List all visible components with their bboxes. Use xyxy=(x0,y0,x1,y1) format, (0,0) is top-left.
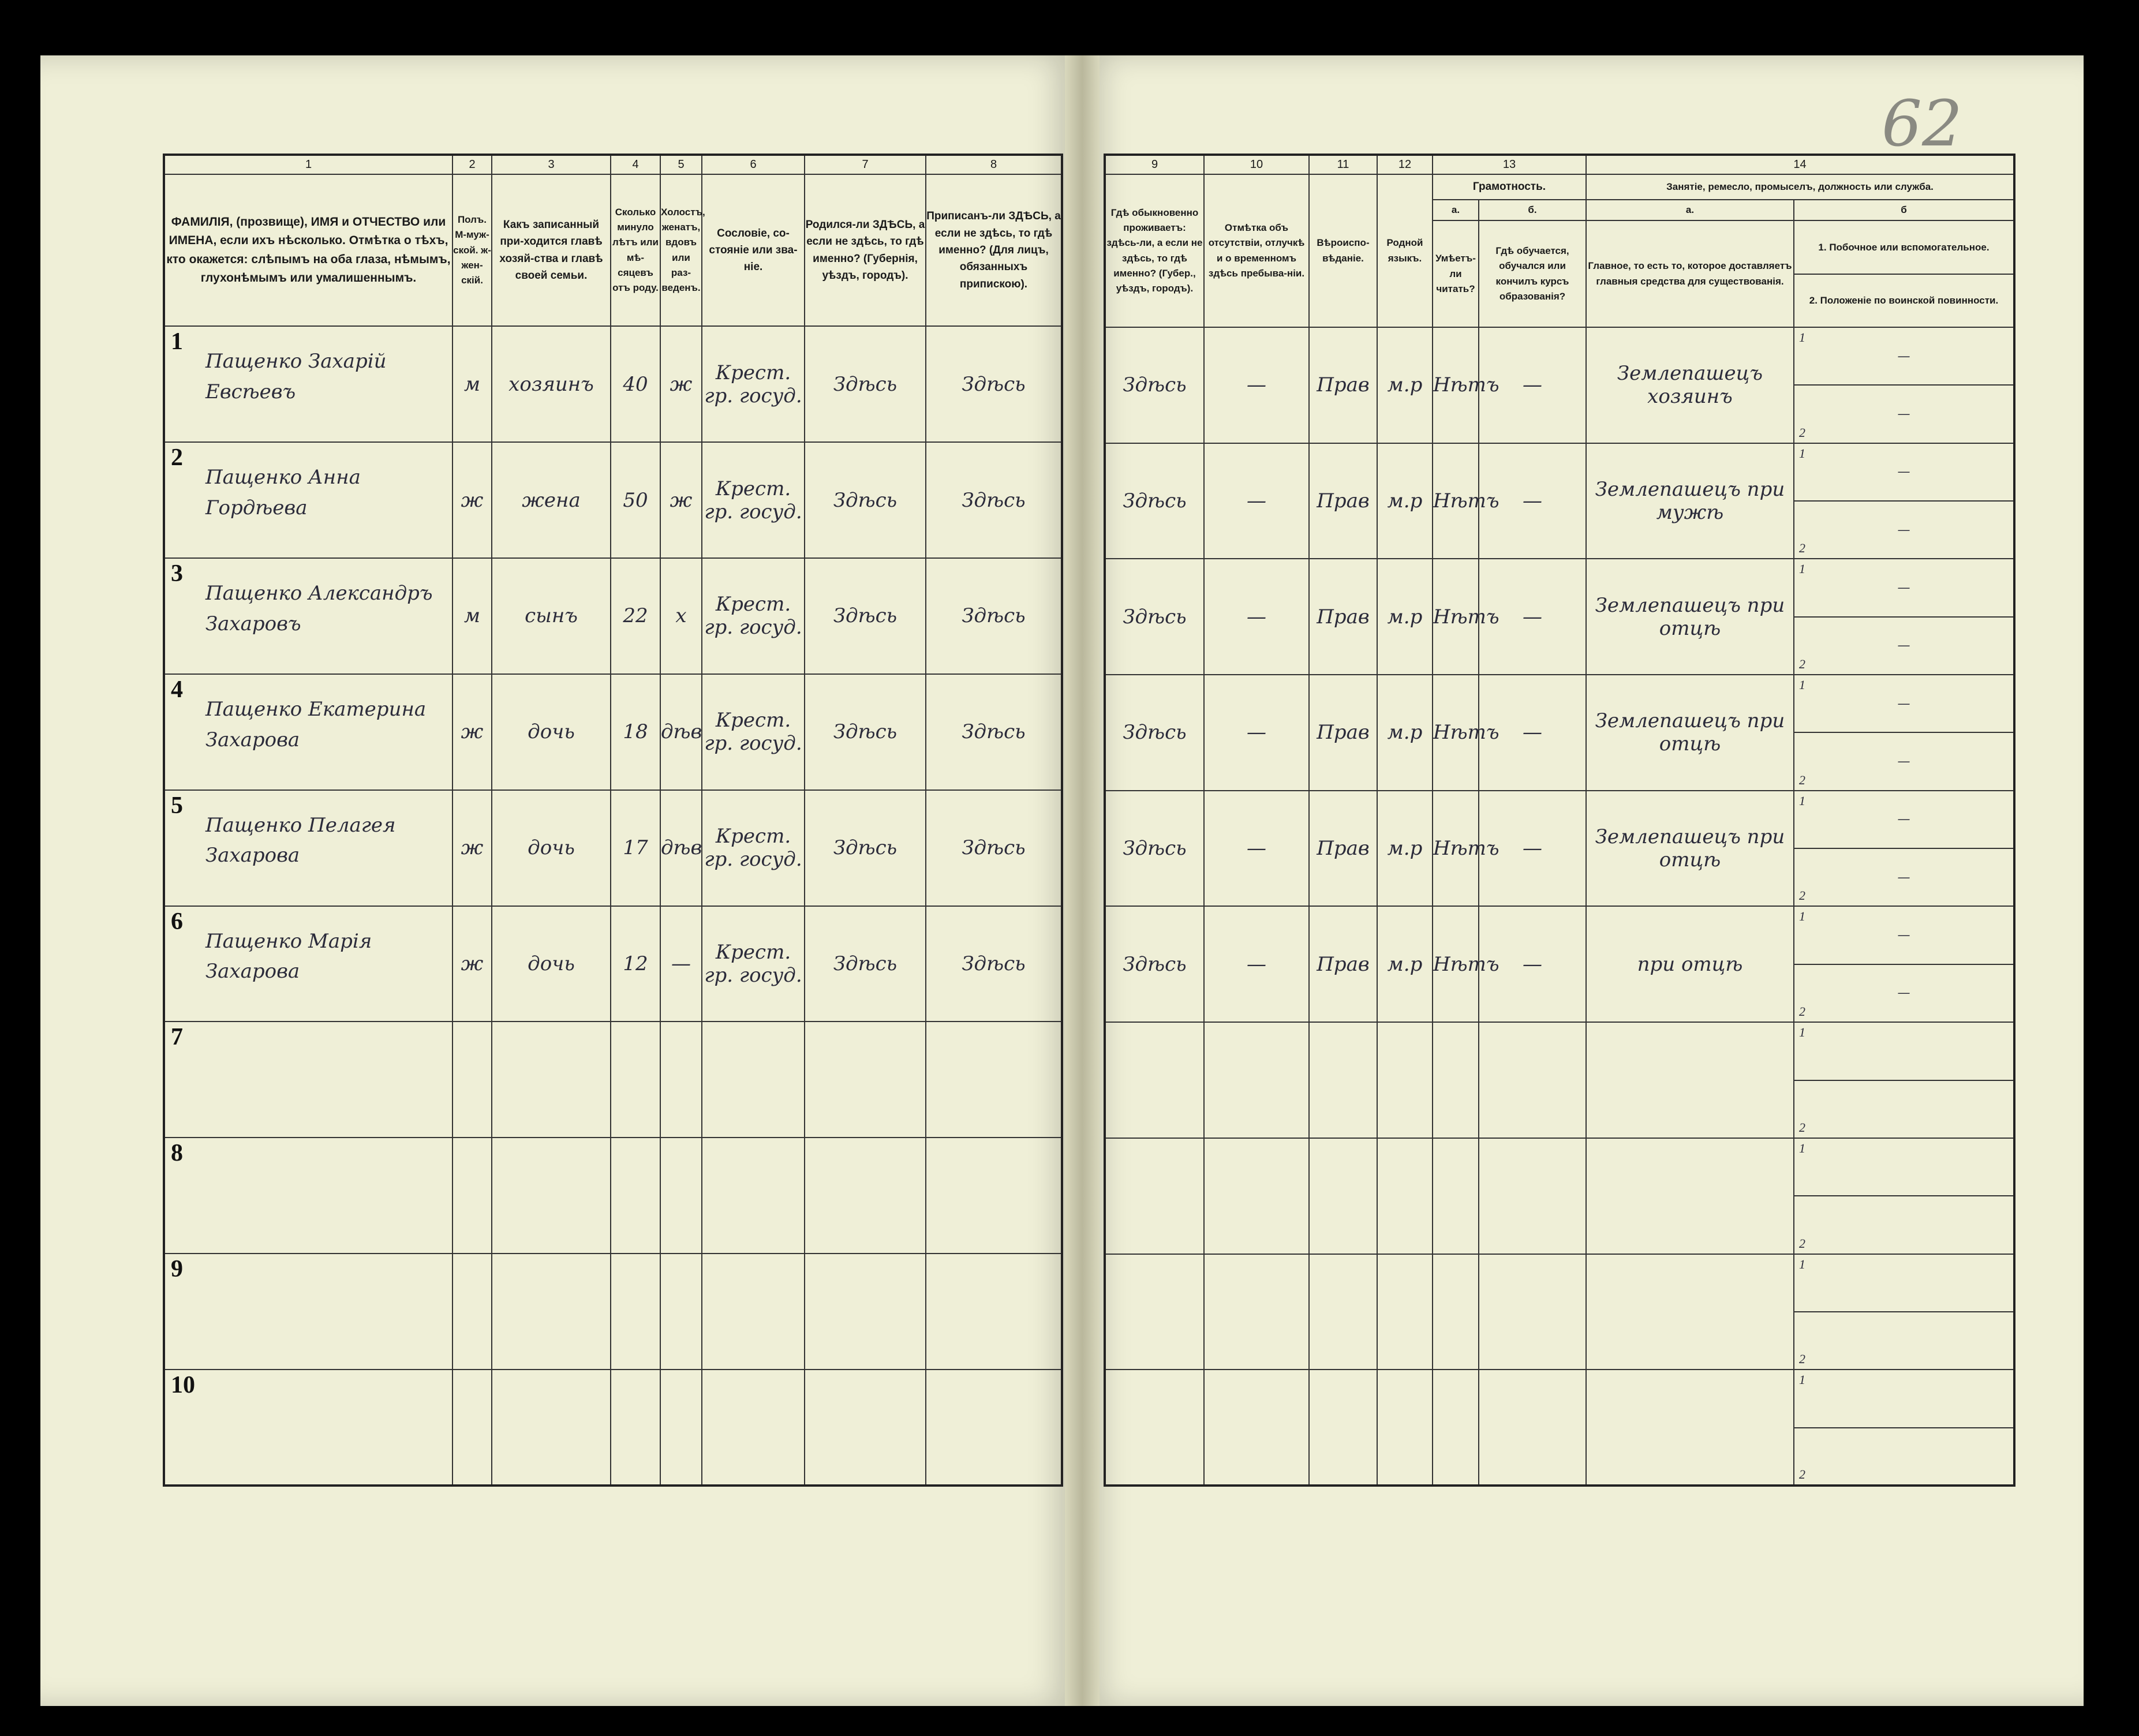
cell-marital: ж xyxy=(660,442,702,558)
cell-born: Здѣсь xyxy=(805,790,926,906)
name-cell xyxy=(164,558,453,674)
cell-education xyxy=(1479,1254,1586,1370)
cell-age: 18 xyxy=(611,674,660,790)
cell-marital: х xyxy=(660,558,702,674)
cell-occupation xyxy=(1586,1022,1794,1138)
cell-resides: Здѣсь xyxy=(1105,443,1204,559)
cell-absence: — xyxy=(1204,559,1309,675)
cell-sex xyxy=(453,1370,492,1486)
name-line-2: Захарова xyxy=(205,844,300,867)
cell-religion xyxy=(1309,1370,1377,1486)
cell-registered xyxy=(926,1254,1062,1370)
military-value: — xyxy=(1897,754,1910,769)
cell-marital xyxy=(660,1370,702,1486)
subrow-label: 2 xyxy=(1799,657,1805,672)
cell-resides: Здѣсь xyxy=(1105,675,1204,791)
name-cell xyxy=(164,790,453,906)
cell-born: Здѣсь xyxy=(805,558,926,674)
name-line-1: Пащенко Анна xyxy=(205,466,361,489)
cell-estate xyxy=(702,1138,805,1254)
cell-age: 12 xyxy=(611,906,660,1022)
table-row xyxy=(1105,559,2014,616)
person-name xyxy=(205,926,372,987)
cell-education: — xyxy=(1479,906,1586,1022)
header-reads: Умѣетъ-ли читать? xyxy=(1433,220,1479,327)
cell-side-occupation xyxy=(1794,559,2014,616)
cell-military xyxy=(1794,848,2014,906)
cell-estate: Крест. гр. госуд. xyxy=(702,790,805,906)
row-number: 2 xyxy=(171,444,183,472)
cell-age xyxy=(611,1370,660,1486)
header-marital: Холостъ, женатъ, вдовъ или раз-веденъ. xyxy=(660,174,702,326)
name-line-1: Пащенко Екатерина xyxy=(205,697,427,721)
subrow-label: 2 xyxy=(1799,1467,1805,1481)
table-row xyxy=(1105,443,2014,501)
table-row xyxy=(164,326,1062,442)
cell-resides: Здѣсь xyxy=(1105,559,1204,675)
cell-born: Здѣсь xyxy=(805,442,926,558)
cell-side-occupation xyxy=(1794,791,2014,848)
cell-military xyxy=(1794,1080,2014,1138)
cell-registered: Здѣсь xyxy=(926,442,1062,558)
cell-religion xyxy=(1309,1022,1377,1138)
person-name xyxy=(205,346,387,407)
cell-military xyxy=(1794,501,2014,559)
cell-language xyxy=(1377,1022,1433,1138)
cell-religion: Прав xyxy=(1309,327,1377,443)
cell-registered xyxy=(926,1138,1062,1254)
cell-occupation: Землепашецъ при мужѣ xyxy=(1586,443,1794,559)
header-age: Сколько минуло лѣтъ или мѣ-сяцевъ отъ роду. xyxy=(611,174,660,326)
cell-language xyxy=(1377,1254,1433,1370)
cell-marital: ж xyxy=(660,326,702,442)
cell-resides xyxy=(1105,1022,1204,1138)
name-cell xyxy=(164,1138,453,1254)
side-value: — xyxy=(1897,465,1910,480)
cell-registered: Здѣсь xyxy=(926,906,1062,1022)
header-main-occupation: Главное, то есть то, которое доставляетъ главныя средства для существованія. xyxy=(1586,220,1794,327)
cell-resides xyxy=(1105,1138,1204,1254)
side-value: — xyxy=(1897,928,1910,943)
name-cell xyxy=(164,906,453,1022)
header-14a-letter: а. xyxy=(1586,200,1794,220)
cell-side-occupation xyxy=(1794,443,2014,501)
name-line-1: Пащенко Захарій xyxy=(205,350,387,373)
column-number-row xyxy=(1105,155,2014,174)
cell-military xyxy=(1794,732,2014,790)
subrow-label: 2 xyxy=(1799,1120,1805,1135)
cell-marital xyxy=(660,1022,702,1138)
header-side-occupation: 1. Побочное или вспомогательное. xyxy=(1794,222,2013,275)
name-line-1: Пащенко Пелагея xyxy=(205,813,396,837)
cell-age: 17 xyxy=(611,790,660,906)
table-row xyxy=(1105,1254,2014,1312)
census-table-left xyxy=(163,154,1063,1487)
cell-age xyxy=(611,1022,660,1138)
cell-relation: дочь xyxy=(492,790,611,906)
cell-side-occupation xyxy=(1794,1022,2014,1080)
name-cell xyxy=(164,442,453,558)
cell-literate: Нѣтъ xyxy=(1433,906,1479,1022)
cell-age: 40 xyxy=(611,326,660,442)
cell-religion xyxy=(1309,1254,1377,1370)
cell-absence: — xyxy=(1204,675,1309,791)
name-line-2: Захарова xyxy=(205,728,300,751)
person-name xyxy=(205,578,433,639)
cell-sex: ж xyxy=(453,674,492,790)
cell-resides xyxy=(1105,1370,1204,1486)
cell-born: Здѣсь xyxy=(805,906,926,1022)
cell-literate: Нѣтъ xyxy=(1433,559,1479,675)
cell-registered: Здѣсь xyxy=(926,790,1062,906)
table-row xyxy=(1105,906,2014,964)
cell-resides xyxy=(1105,1254,1204,1370)
cell-religion: Прав xyxy=(1309,443,1377,559)
cell-literate: Нѣтъ xyxy=(1433,327,1479,443)
cell-military xyxy=(1794,617,2014,675)
cell-side-occupation xyxy=(1794,906,2014,964)
cell-literate: Нѣтъ xyxy=(1433,675,1479,791)
cell-side-occupation xyxy=(1794,675,2014,732)
cell-born: Здѣсь xyxy=(805,674,926,790)
row-number: 4 xyxy=(171,676,183,703)
row-number: 5 xyxy=(171,792,183,819)
header-born: Родился-ли ЗДѢСЬ, а если не здѣсь, то гдѣ именно? (Губернія, уѣздъ, городъ). xyxy=(805,174,926,326)
subrow-label: 1 xyxy=(1799,1372,1805,1387)
subrow-label: 2 xyxy=(1799,1004,1805,1019)
cell-education: — xyxy=(1479,327,1586,443)
col-number: 2 xyxy=(453,155,492,174)
subrow-label: 1 xyxy=(1799,1256,1805,1271)
cell-military xyxy=(1794,1312,2014,1370)
cell-education: — xyxy=(1479,791,1586,907)
header-side-military xyxy=(1794,220,2014,327)
cell-born xyxy=(805,1138,926,1254)
cell-military xyxy=(1794,1196,2014,1254)
cell-absence: — xyxy=(1204,906,1309,1022)
cell-occupation xyxy=(1586,1370,1794,1486)
table-row xyxy=(1105,791,2014,848)
cell-absence: — xyxy=(1204,443,1309,559)
cell-sex: м xyxy=(453,326,492,442)
name-line-2: Захаровъ xyxy=(205,612,301,635)
cell-language: м.р xyxy=(1377,906,1433,1022)
cell-side-occupation xyxy=(1794,1138,2014,1196)
cell-religion: Прав xyxy=(1309,791,1377,907)
col-number: 12 xyxy=(1377,155,1433,174)
col-number: 13 xyxy=(1433,155,1586,174)
header-relation: Какъ записанный при-ходится главѣ хозяй-ства и главѣ своей семьи. xyxy=(492,174,611,326)
person-name xyxy=(205,694,426,755)
cell-age: 22 xyxy=(611,558,660,674)
table-row xyxy=(164,1138,1062,1254)
cell-estate: Крест. гр. госуд. xyxy=(702,558,805,674)
cell-sex: ж xyxy=(453,442,492,558)
cell-literate: Нѣтъ xyxy=(1433,791,1479,907)
subrow-label: 2 xyxy=(1799,425,1805,440)
cell-sex: ж xyxy=(453,906,492,1022)
table-row xyxy=(1105,327,2014,385)
cell-literate: Нѣтъ xyxy=(1433,443,1479,559)
row-number: 10 xyxy=(171,1372,195,1399)
subrow-label: 1 xyxy=(1799,1140,1805,1155)
cell-relation xyxy=(492,1138,611,1254)
subrow-label: 1 xyxy=(1799,678,1805,693)
cell-occupation: Землепашецъ хозяинъ xyxy=(1586,327,1794,443)
military-value: — xyxy=(1897,638,1910,653)
cell-marital: дѣв xyxy=(660,674,702,790)
cell-education xyxy=(1479,1370,1586,1486)
cell-age xyxy=(611,1138,660,1254)
name-line-2: Захарова xyxy=(205,960,300,983)
table-row xyxy=(1105,675,2014,732)
col-number: 11 xyxy=(1309,155,1377,174)
header-military: 2. Положеніе по воинской повинности. xyxy=(1809,294,1999,306)
header-occupation: Занятіе, ремесло, промыселъ, должность или служба. xyxy=(1586,174,2014,200)
cell-marital: дѣв xyxy=(660,790,702,906)
row-number: 8 xyxy=(171,1140,183,1167)
side-value: — xyxy=(1897,696,1910,711)
col-number: 5 xyxy=(660,155,702,174)
col-number: 3 xyxy=(492,155,611,174)
cell-language xyxy=(1377,1370,1433,1486)
cell-sex xyxy=(453,1022,492,1138)
header-education: Гдѣ обучается, обучался или кончилъ курсъ образованія? xyxy=(1479,220,1586,327)
col-number: 8 xyxy=(926,155,1062,174)
cell-estate xyxy=(702,1370,805,1486)
cell-estate xyxy=(702,1254,805,1370)
table-row xyxy=(164,442,1062,558)
cell-registered xyxy=(926,1370,1062,1486)
row-number: 1 xyxy=(171,328,183,356)
cell-estate xyxy=(702,1022,805,1138)
header-group-row xyxy=(1105,174,2014,200)
cell-absence xyxy=(1204,1370,1309,1486)
cell-language: м.р xyxy=(1377,675,1433,791)
cell-marital xyxy=(660,1254,702,1370)
cell-resides: Здѣсь xyxy=(1105,791,1204,907)
cell-absence xyxy=(1204,1254,1309,1370)
cell-absence xyxy=(1204,1022,1309,1138)
table-row xyxy=(164,906,1062,1022)
name-cell xyxy=(164,326,453,442)
side-value: — xyxy=(1897,581,1910,596)
col-number: 4 xyxy=(611,155,660,174)
cell-literate xyxy=(1433,1138,1479,1254)
header-14b-letter: б xyxy=(1794,200,2014,220)
name-cell xyxy=(164,1370,453,1486)
cell-language: м.р xyxy=(1377,443,1433,559)
cell-military xyxy=(1794,1428,2014,1486)
cell-relation: сынъ xyxy=(492,558,611,674)
cell-education xyxy=(1479,1022,1586,1138)
cell-born xyxy=(805,1022,926,1138)
book-spine xyxy=(1065,55,1100,1706)
header-residence: Гдѣ обыкновенно проживаетъ: здѣсь-ли, а если не здѣсь, то гдѣ именно? (Губер., уѣздъ, городъ). xyxy=(1105,174,1204,327)
col-number: 6 xyxy=(702,155,805,174)
cell-relation: дочь xyxy=(492,906,611,1022)
name-line-2: Евсѣевъ xyxy=(205,380,296,403)
cell-estate: Крест. гр. госуд. xyxy=(702,906,805,1022)
cell-estate: Крест. гр. госуд. xyxy=(702,674,805,790)
cell-relation xyxy=(492,1254,611,1370)
cell-relation: дочь xyxy=(492,674,611,790)
cell-registered xyxy=(926,1022,1062,1138)
name-line-1: Пащенко Александръ xyxy=(205,582,433,605)
header-13a-letter: а. xyxy=(1433,200,1479,220)
cell-occupation xyxy=(1586,1254,1794,1370)
column-number-row xyxy=(164,155,1062,174)
cell-language: м.р xyxy=(1377,327,1433,443)
header-religion: Вѣроиспо-вѣданіе. xyxy=(1309,174,1377,327)
col-number: 9 xyxy=(1105,155,1204,174)
side-value: — xyxy=(1897,349,1910,364)
cell-occupation: Землепашецъ при отцѣ xyxy=(1586,675,1794,791)
cell-military xyxy=(1794,385,2014,443)
subrow-label: 2 xyxy=(1799,1352,1805,1367)
row-number: 3 xyxy=(171,560,183,587)
cell-religion: Прав xyxy=(1309,675,1377,791)
name-line-1: Пащенко Марія xyxy=(205,929,372,953)
cell-literate xyxy=(1433,1254,1479,1370)
table-row xyxy=(1105,1022,2014,1080)
col-number: 14 xyxy=(1586,155,2014,174)
table-row xyxy=(1105,1138,2014,1196)
row-number: 9 xyxy=(171,1256,183,1283)
subrow-label: 2 xyxy=(1799,772,1805,787)
military-value: — xyxy=(1897,870,1910,885)
cell-language: м.р xyxy=(1377,559,1433,675)
cell-side-occupation xyxy=(1794,1254,2014,1312)
cell-literate xyxy=(1433,1022,1479,1138)
cell-marital: — xyxy=(660,906,702,1022)
header-language: Родной языкъ. xyxy=(1377,174,1433,327)
cell-religion: Прав xyxy=(1309,559,1377,675)
cell-military xyxy=(1794,964,2014,1022)
cell-sex xyxy=(453,1138,492,1254)
cell-sex: м xyxy=(453,558,492,674)
person-name xyxy=(205,462,361,523)
cell-occupation: Землепашецъ при отцѣ xyxy=(1586,791,1794,907)
name-cell xyxy=(164,1254,453,1370)
cell-relation xyxy=(492,1022,611,1138)
cell-relation: хозяинъ xyxy=(492,326,611,442)
row-number: 6 xyxy=(171,908,183,935)
header-13b-letter: б. xyxy=(1479,200,1586,220)
cell-estate: Крест. гр. госуд. xyxy=(702,326,805,442)
table-row xyxy=(164,790,1062,906)
row-number: 7 xyxy=(171,1024,183,1051)
cell-resides: Здѣсь xyxy=(1105,906,1204,1022)
col-number: 7 xyxy=(805,155,926,174)
cell-sex xyxy=(453,1254,492,1370)
header-literacy: Грамотность. xyxy=(1433,174,1586,200)
cell-education: — xyxy=(1479,559,1586,675)
cell-occupation: Землепашецъ при отцѣ xyxy=(1586,559,1794,675)
page-number: 62 xyxy=(1882,87,1962,160)
cell-absence xyxy=(1204,1138,1309,1254)
military-value: — xyxy=(1897,986,1910,1001)
cell-born: Здѣсь xyxy=(805,326,926,442)
header-name: ФАМИЛІЯ, (прозвище), ИМЯ и ОТЧЕСТВО или ИМЕНА, если ихъ нѣсколько. Отмѣтка о тѣхъ, кто окажется: слѣпымъ на оба глаза, нѣмымъ, глухонѣмымъ или умалишеннымъ. xyxy=(164,174,453,326)
cell-literate xyxy=(1433,1370,1479,1486)
cell-age: 50 xyxy=(611,442,660,558)
cell-side-occupation xyxy=(1794,1370,2014,1427)
cell-occupation: при отцѣ xyxy=(1586,906,1794,1022)
cell-registered: Здѣсь xyxy=(926,326,1062,442)
table-row xyxy=(164,1254,1062,1370)
cell-occupation xyxy=(1586,1138,1794,1254)
table-row xyxy=(164,1370,1062,1486)
subrow-label: 2 xyxy=(1799,1236,1805,1251)
cell-education: — xyxy=(1479,443,1586,559)
cell-registered: Здѣсь xyxy=(926,558,1062,674)
military-value: — xyxy=(1897,407,1910,422)
subrow-label: 1 xyxy=(1799,330,1805,345)
cell-sex: ж xyxy=(453,790,492,906)
subrow-label: 1 xyxy=(1799,909,1805,924)
table-row xyxy=(164,674,1062,790)
name-cell xyxy=(164,1022,453,1138)
cell-relation: жена xyxy=(492,442,611,558)
cell-education: — xyxy=(1479,675,1586,791)
subrow-label: 1 xyxy=(1799,562,1805,577)
person-name xyxy=(205,810,396,871)
header-registered: Приписанъ-ли ЗДѢСЬ, а если не здѣсь, то гдѣ именно? (Для лицъ, обязанныхъ припискою). xyxy=(926,174,1062,326)
col-number: 1 xyxy=(164,155,453,174)
cell-registered: Здѣсь xyxy=(926,674,1062,790)
subrow-label: 2 xyxy=(1799,888,1805,903)
cell-resides: Здѣсь xyxy=(1105,327,1204,443)
cell-born xyxy=(805,1254,926,1370)
cell-born xyxy=(805,1370,926,1486)
cell-absence: — xyxy=(1204,327,1309,443)
cell-side-occupation xyxy=(1794,327,2014,385)
side-value: — xyxy=(1897,812,1910,827)
cell-religion: Прав xyxy=(1309,906,1377,1022)
subrow-label: 1 xyxy=(1799,1025,1805,1040)
name-line-2: Гордѣева xyxy=(205,496,308,519)
cell-relation xyxy=(492,1370,611,1486)
subrow-label: 1 xyxy=(1799,793,1805,808)
cell-age xyxy=(611,1254,660,1370)
table-row xyxy=(164,558,1062,674)
subrow-label: 1 xyxy=(1799,446,1805,461)
military-value: — xyxy=(1897,522,1910,537)
header-absence: Отмѣтка объ отсутствіи, отлучкѣ и о временномъ здѣсь пребыва-ніи. xyxy=(1204,174,1309,327)
cell-marital xyxy=(660,1138,702,1254)
name-cell xyxy=(164,674,453,790)
cell-language xyxy=(1377,1138,1433,1254)
table-row xyxy=(1105,1370,2014,1427)
subrow-label: 2 xyxy=(1799,541,1805,556)
col-number: 10 xyxy=(1204,155,1309,174)
cell-education xyxy=(1479,1138,1586,1254)
header-estate: Сословіе, со-стояніе или зва-ніе. xyxy=(702,174,805,326)
census-table-right xyxy=(1104,154,2015,1487)
table-row xyxy=(164,1022,1062,1138)
cell-religion xyxy=(1309,1138,1377,1254)
header-row xyxy=(164,174,1062,326)
cell-estate: Крест. гр. госуд. xyxy=(702,442,805,558)
cell-absence: — xyxy=(1204,791,1309,907)
header-sex: Полъ. М-муж-ской. ж-жен-скій. xyxy=(453,174,492,326)
cell-language: м.р xyxy=(1377,791,1433,907)
